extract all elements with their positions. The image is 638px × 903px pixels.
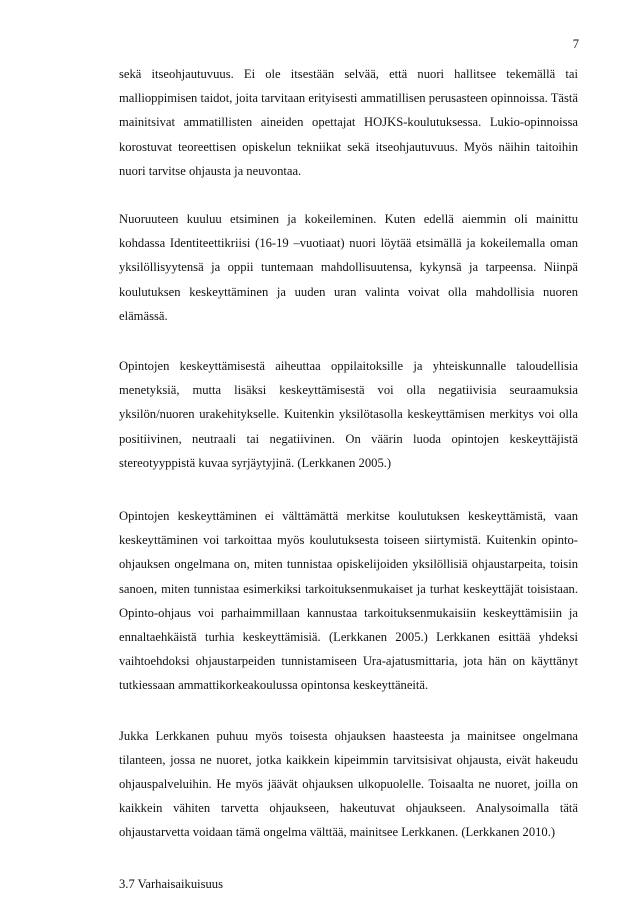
section-heading: 3.7 Varhaisaikuisuus xyxy=(119,876,224,891)
paragraph-1: sekä itseohjautuvuus. Ei ole itsestään selvää, että nuori hallitsee tekemällä tai mallioppimisen taidot, joita tarvitaan erityisesti ammatillisen perusasteen opinnoissa. Tästä mainitsivat ammatillisten aineiden opettajat HOJKS-koulutuksessa. Lukio-opinnoissa korostuvat teoreettisen opiskelun tekniikat sekä itseohjautuvuus. Myös näihin taitoihin nuori tarvitse ohjausta ja neuvontaa. xyxy=(119,67,578,178)
page-number: 7 xyxy=(572,37,579,51)
paragraph-2: Nuoruuteen kuuluu etsiminen ja kokeileminen. Kuten edellä aiemmin oli mainittu kohdassa Identiteettikriisi (16-19 –vuotiaat) nuori löytää etsimällä ja kokeilemalla oman yksilöllisyytensä ja oppii tuntemaan mahdollisuutensa, kykynsä ja tarpeensa. Niinpä koulutuksen keskeyttäminen ja uuden uran valinta voivat olla mahdollisia nuoren elämässä. xyxy=(119,212,578,323)
paragraph-5: Jukka Lerkkanen puhuu myös toisesta ohjauksen haasteesta ja mainitsee ongelmana tilanteen, jossa ne nuoret, jotka kaikkein kipeimmin tarvitsisivat ohjausta, eivät hakeudu ohjauspalveluihin. He myös jäävät ohjauksen ulkopuolelle. Toisaalta ne nuoret, joilla on kaikkein vähiten tarvetta ohjaukseen, hakeutuvat ohjaukseen. Analysoimalla tätä ohjaustarvetta voidaan tämä ongelma välttää, mainitsee Lerkkanen. (Lerkkanen 2010.) xyxy=(119,728,578,840)
paragraph-4: Opintojen keskeyttäminen ei välttämättä merkitse koulutuksen keskeyttämistä, vaan keskeyttäminen voi tarkoittaa myös koulutuksesta toiseen siirtymistä. Kuitenkin opinto-ohjauksen ongelmana on, miten tunnistaa opiskelijoiden yksilöllisiä ohjaustarpeita, toisin sanoen, miten tunnistaa esimerkiksi tarkoituksenmukaiset ja turhat keskeyttäjät toisistaan. Opinto-ohjaus voi parhaimmillaan kannustaa tarkoituksenmukaisiin keskeyttämisiin ja ennaltaehkäistä turhia keskeyttämisiä. (Lerkkanen 2005.) Lerkkanen esittää yhdeksi vaihtoehdoksi ohjaustarpeiden tunnistamiseen Ura-ajatusmittaria, jota hän on käyttänyt tutkiessaan ammattikorkeakoulussa opintonsa keskeyttäneitä. xyxy=(119,509,578,693)
body-text xyxy=(119,62,578,896)
paragraph-3: Opintojen keskeyttämisestä aiheuttaa oppilaitoksille ja yhteiskunnalle taloudellisia menetyksiä, mutta lisäksi keskeyttämisestä voi olla negatiivisia seuraamuksia yksilön/nuoren urakehitykselle. Kuitenkin yksilötasolla keskeyttämisen merkitys voi olla positiivinen, neutraali tai negatiivinen. On väärin luoda opintojen keskeyttäjistä stereotyyppistä kuvaa syrjäytyjinä. (Lerkkanen 2005.) xyxy=(119,359,578,470)
